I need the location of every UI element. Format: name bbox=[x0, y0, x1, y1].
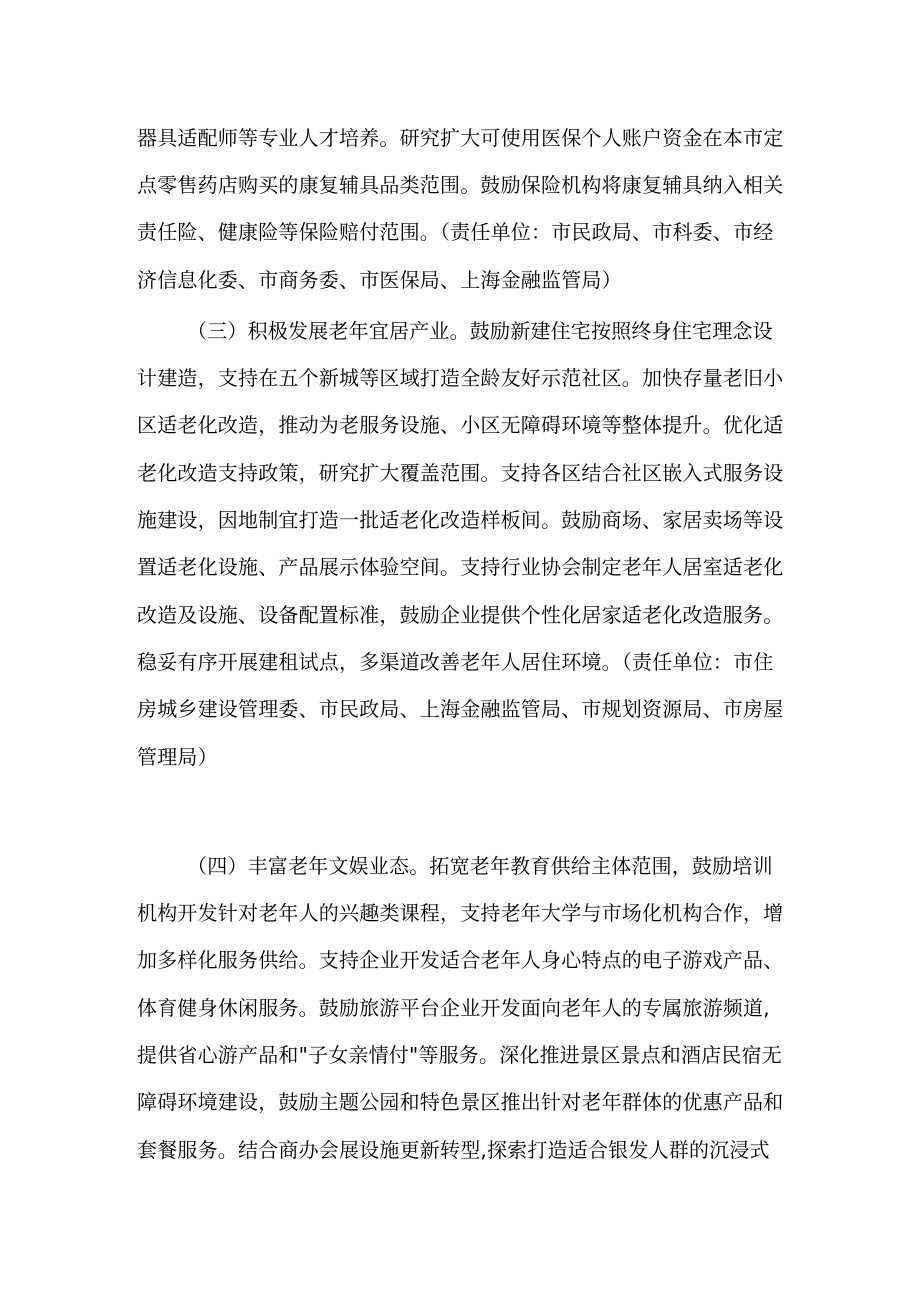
text-line: 机构开发针对老年人的兴趣类课程，支持老年大学与市场化机构合作，增 bbox=[137, 901, 784, 925]
text-line: 房城乡建设管理委、市民政局、上海金融监管局、市规划资源局、市房屋 bbox=[137, 697, 784, 721]
text-line: 置适老化设施、产品展示体验空间。支持行业协会制定老年人居室适老化 bbox=[137, 555, 784, 579]
text-line: 加多样化服务供给。支持企业开发适合老年人身心特点的电子游戏产品、 bbox=[137, 948, 784, 972]
text-line: 老化改造支持政策，研究扩大覆盖范围。支持各区结合社区嵌入式服务设 bbox=[137, 461, 784, 485]
text-line: 点零售药店购买的康复辅具品类范围。鼓励保险机构将康复辅具纳入相关 bbox=[137, 173, 784, 197]
text-line: 器具适配师等专业人才培养。研究扩大可使用医保个人账户资金在本市定 bbox=[137, 126, 784, 150]
text-line: 施建设，因地制宜打造一批适老化改造样板间。鼓励商场、家居卖场等设 bbox=[137, 508, 784, 532]
text-line: 责任险、健康险等保险赔付范围。（责任单位：市民政局、市科委、市经 bbox=[137, 220, 774, 244]
text-line: 稳妥有序开展建租试点，多渠道改善老年人居住环境。（责任单位：市住 bbox=[137, 650, 774, 674]
text-line: 提供省心游产品和"子女亲情付"等服务。深化推进景区景点和酒店民宿无 bbox=[137, 1043, 782, 1067]
text-line: 改造及设施、设备配置标准，鼓励企业提供个性化居家适老化改造服务。 bbox=[137, 603, 784, 627]
text-line: 管理局） bbox=[137, 745, 218, 769]
text-line: 区适老化改造，推动为老服务设施、小区无障碍环境等整体提升。优化适 bbox=[137, 413, 784, 437]
text-line: 济信息化委、市商务委、市医保局、上海金融监管局） bbox=[137, 268, 622, 292]
text-line: 套餐服务。结合商办会展设施更新转型,探索打造适合银发人群的沉浸式 bbox=[137, 1138, 770, 1162]
text-line: 计建造，支持在五个新城等区域打造全龄友好示范社区。加快存量老旧小 bbox=[137, 366, 784, 390]
text-line: （四）丰富老年文娱业态。拓宽老年教育供给主体范围，鼓励培训 bbox=[187, 854, 773, 878]
text-line: 障碍环境建设，鼓励主题公园和特色景区推出针对老年群体的优惠产品和 bbox=[137, 1090, 784, 1114]
text-line: 体育健身休闲服务。鼓励旅游平台企业开发面向老年人的专属旅游频道, bbox=[137, 996, 770, 1020]
text-line: （三）积极发展老年宜居产业。鼓励新建住宅按照终身住宅理念设 bbox=[187, 319, 773, 343]
